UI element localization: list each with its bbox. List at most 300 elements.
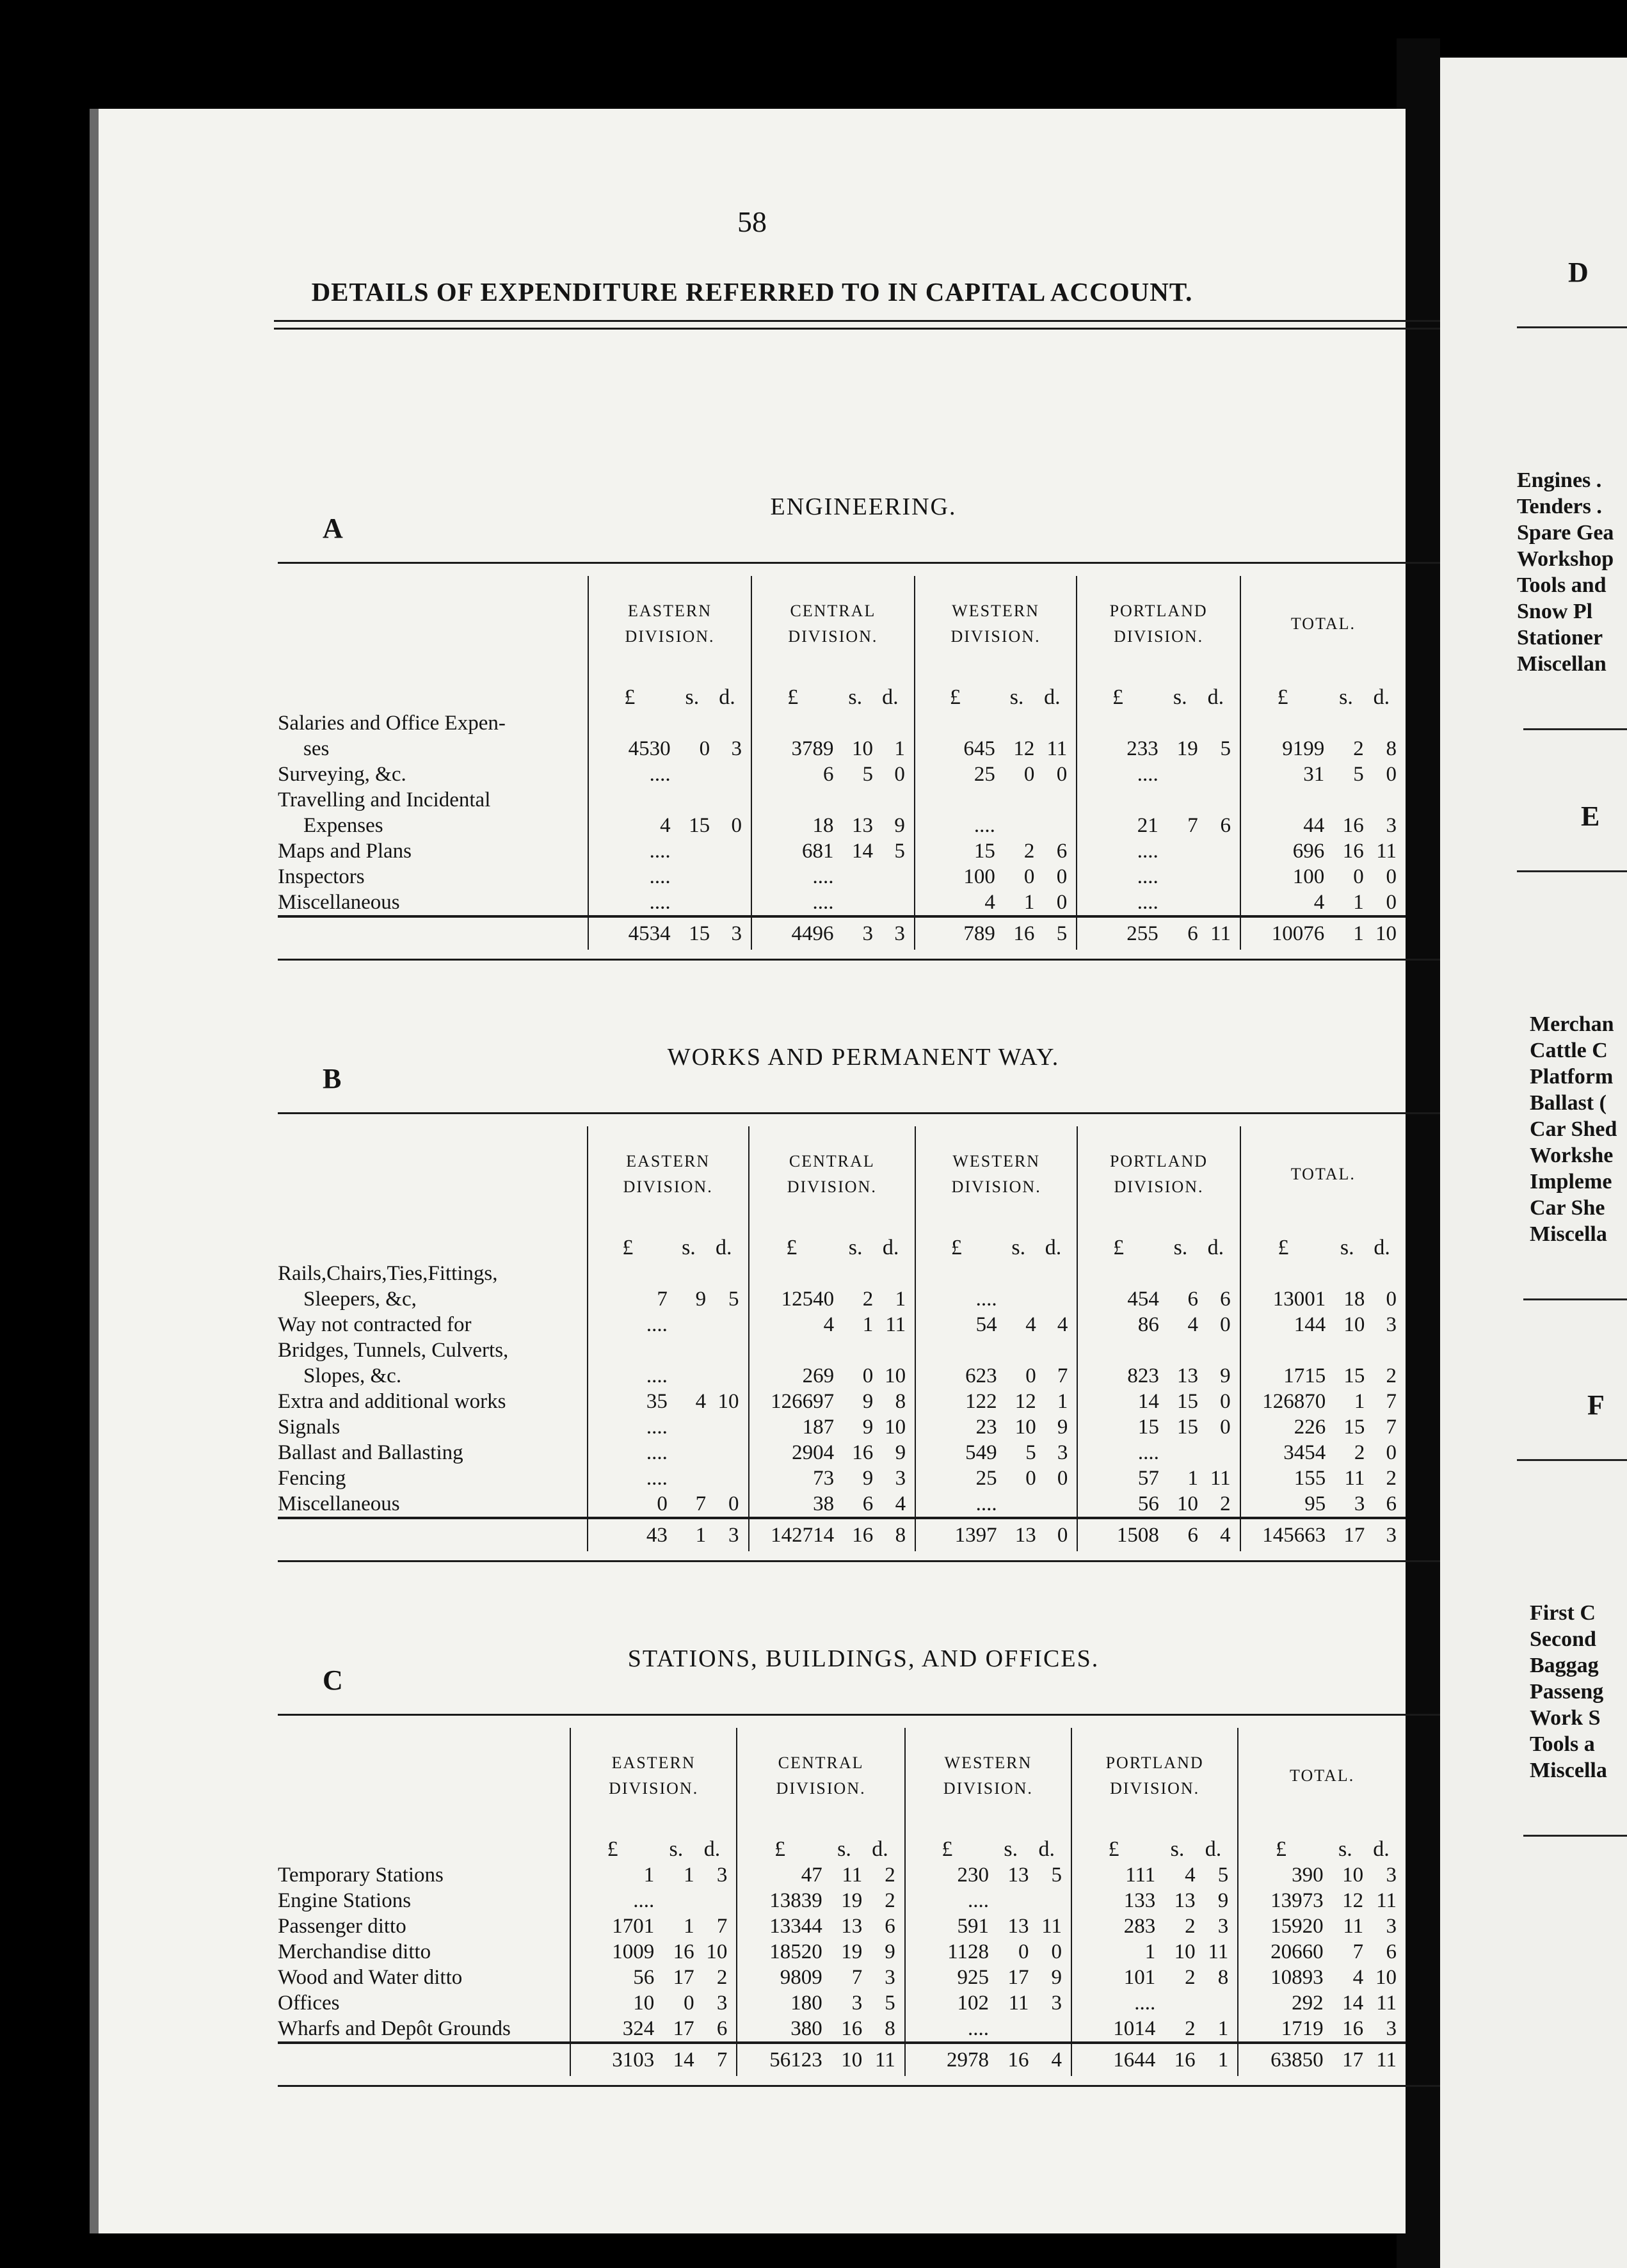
- amount-pence: 3: [1386, 2017, 1397, 2040]
- amount-shillings: 1: [1353, 891, 1364, 914]
- unit-pence: d.: [712, 672, 751, 710]
- adjacent-item: Tenders .: [1517, 495, 1602, 518]
- row-label: Ballast and Ballasting: [278, 1440, 588, 1465]
- amount-pounds: 390: [1292, 1864, 1324, 1887]
- total-pounds: 63850: [1238, 2043, 1327, 2076]
- amount-pounds: 13344: [769, 1915, 822, 1938]
- amount-pounds: [749, 1338, 838, 1363]
- unit-shillings: s.: [1173, 1236, 1188, 1259]
- amount-pounds: 9809: [780, 1966, 822, 1989]
- amount-shillings: 5: [1353, 763, 1364, 786]
- amount-pounds: 591: [957, 1915, 990, 1938]
- amount-shillings: 16: [852, 1441, 874, 1464]
- unit-pounds: £: [1275, 1837, 1286, 1861]
- table-row: [278, 1286, 1406, 1312]
- amount-pounds: 47: [801, 1864, 822, 1887]
- amount-pence: 6: [697, 2016, 737, 2043]
- amount-pounds: 15: [1137, 1416, 1159, 1439]
- amount-pounds: 380: [790, 2017, 822, 2040]
- amount-pounds: 18520: [769, 1940, 822, 1963]
- amount-pounds: 681: [802, 840, 834, 863]
- amount-pounds: 4: [1313, 891, 1325, 914]
- unit-pence: d.: [1039, 1222, 1078, 1261]
- ledger-page: [90, 109, 1406, 2233]
- amount-pence: [1039, 1491, 1078, 1518]
- table-row: [278, 736, 1406, 762]
- amount-pounds: ....: [1137, 840, 1158, 863]
- unit-pounds: £: [624, 685, 636, 709]
- amount-pence: [1037, 787, 1077, 813]
- amount-pounds: ....: [649, 763, 671, 786]
- amount-pence: 3: [1386, 1313, 1397, 1336]
- amount-pounds: 0: [657, 1492, 668, 1515]
- amount-pence: [876, 1338, 915, 1363]
- amount-pounds: 1715: [1283, 1364, 1326, 1387]
- amount-pence: 6: [1201, 1286, 1240, 1312]
- amount-pence: 7: [697, 1913, 737, 1939]
- amount-shillings: [1001, 1491, 1039, 1518]
- amount-shillings: 1: [684, 1864, 694, 1887]
- amount-pounds: 2904: [792, 1441, 835, 1464]
- amount-pounds: 4: [660, 814, 671, 837]
- amount-pence: [1201, 762, 1240, 787]
- amount-shillings: 7: [851, 1966, 863, 1989]
- amount-pounds: 25: [975, 1467, 997, 1490]
- amount-pence: 11: [876, 1312, 915, 1338]
- amount-pence: 11: [1376, 840, 1397, 863]
- unit-pence: d.: [1373, 685, 1390, 709]
- amount-pounds: [915, 1261, 1001, 1286]
- amount-pounds: [915, 1338, 1001, 1363]
- total-shillings: 16: [838, 1518, 876, 1551]
- amount-shillings: 7: [1187, 814, 1198, 837]
- amount-shillings: [838, 1261, 876, 1286]
- amount-pence: 0: [876, 762, 915, 787]
- amount-shillings: 0: [699, 737, 710, 760]
- total-pence: 0: [1039, 1518, 1078, 1551]
- amount-pounds: 4: [984, 891, 995, 914]
- amount-shillings: 4: [1185, 1864, 1196, 1887]
- amount-pounds: 1: [643, 1864, 655, 1887]
- total-shillings: 1: [1328, 916, 1366, 950]
- adjacent-item: Car Shed: [1530, 1117, 1617, 1141]
- amount-shillings: 15: [1343, 1364, 1365, 1387]
- amount-pence: 0: [709, 1491, 748, 1518]
- adjacent-item: Ballast (: [1530, 1091, 1607, 1115]
- amount-shillings: 16: [1342, 814, 1364, 837]
- unit-shillings: s.: [1011, 1236, 1026, 1259]
- unit-pounds: £: [786, 1236, 797, 1259]
- amount-pence: 5: [865, 1990, 905, 2016]
- amount-pence: 11: [1201, 1465, 1240, 1491]
- total-pence: 8: [876, 1518, 915, 1551]
- amount-pence: 0: [1039, 1465, 1078, 1491]
- amount-shillings: 11: [1008, 1992, 1029, 2015]
- amount-pounds: 126697: [771, 1390, 835, 1413]
- total-pence: 10: [1367, 916, 1406, 950]
- amount-pence: 2: [865, 1888, 905, 1913]
- total-pence: 3: [709, 1518, 748, 1551]
- amount-pence: [709, 1261, 748, 1286]
- amount-pounds: 233: [1126, 737, 1158, 760]
- column-header: EASTERN DIVISION.: [588, 576, 751, 672]
- amount-pounds: 1701: [612, 1915, 655, 1938]
- adjacent-item-list: [1530, 1011, 1617, 1247]
- amount-pounds: 44: [1303, 814, 1325, 837]
- amount-pence: 1: [876, 736, 915, 762]
- amount-pence: 0: [1201, 1389, 1240, 1414]
- amount-pence: 6: [865, 1913, 905, 1939]
- adjacent-item: Platform: [1530, 1065, 1614, 1089]
- amount-shillings: [838, 864, 876, 890]
- amount-pence: 6: [1201, 813, 1240, 838]
- amount-pence: 3: [1039, 1440, 1078, 1465]
- adjacent-item: Stationer: [1517, 626, 1603, 650]
- amount-pence: [876, 787, 915, 813]
- amount-pounds: [588, 710, 675, 736]
- amount-shillings: [675, 762, 712, 787]
- amount-pounds: ....: [649, 865, 671, 888]
- amount-pounds: 25: [974, 763, 995, 786]
- amount-pence: [697, 1888, 737, 1913]
- amount-pence: 0: [1386, 865, 1397, 888]
- amount-shillings: 10: [1343, 1313, 1365, 1336]
- amount-pence: 0: [1201, 1414, 1240, 1440]
- amount-shillings: [1163, 1261, 1201, 1286]
- amount-pence: 9: [876, 813, 915, 838]
- amount-shillings: [999, 710, 1038, 736]
- total-pence: 11: [865, 2043, 905, 2076]
- adjacent-item: Impleme: [1530, 1170, 1612, 1194]
- amount-pence: 3: [712, 736, 751, 762]
- amount-pounds: 645: [963, 737, 995, 760]
- totals-row: [278, 916, 1406, 950]
- amount-shillings: [1162, 864, 1201, 890]
- amount-pence: 2: [1386, 1364, 1397, 1387]
- amount-shillings: [1329, 1261, 1367, 1286]
- amount-pounds: 1014: [1113, 2017, 1156, 2040]
- amount-shillings: 16: [673, 1940, 694, 1963]
- adjacent-item: Car She: [1530, 1196, 1605, 1220]
- amount-pence: 6: [1037, 838, 1077, 864]
- amount-shillings: [671, 1261, 709, 1286]
- amount-pence: 7: [1386, 1416, 1397, 1439]
- amount-pence: [876, 1261, 915, 1286]
- row-label: ses: [278, 736, 588, 762]
- amount-pounds: 12540: [781, 1288, 835, 1311]
- table-row: [278, 710, 1406, 736]
- amount-shillings: [1328, 710, 1366, 736]
- amount-shillings: 9: [862, 1390, 874, 1413]
- unit-shillings: s.: [1339, 685, 1353, 709]
- amount-shillings: [675, 710, 712, 736]
- section-title: WORKS AND PERMANENT WAY.: [667, 1044, 1060, 1071]
- amount-pounds: [1240, 787, 1328, 813]
- page-title: DETAILS OF EXPENDITURE REFERRED TO IN CAPITAL ACCOUNT.: [311, 277, 1193, 307]
- table-row: [278, 890, 1406, 916]
- total-pounds: 43: [588, 1518, 671, 1551]
- amount-pence: [1201, 1261, 1240, 1286]
- adjacent-item: First C: [1530, 1601, 1596, 1625]
- amount-pence: 10: [876, 1414, 915, 1440]
- total-shillings: 1: [671, 1518, 709, 1551]
- expenditure-table: [278, 576, 1406, 950]
- amount-pounds: [1077, 787, 1162, 813]
- amount-shillings: 2: [1353, 737, 1364, 760]
- amount-pence: 0: [1386, 891, 1397, 914]
- unit-shillings: s.: [1340, 1236, 1354, 1259]
- amount-shillings: 5: [1025, 1441, 1036, 1464]
- amount-shillings: 2: [1185, 1915, 1196, 1938]
- table-row: [278, 1862, 1406, 1888]
- column-header: PORTLAND DIVISION.: [1077, 576, 1240, 672]
- adjacent-section-letter: D: [1568, 257, 1589, 288]
- amount-pounds: [751, 787, 838, 813]
- column-header: WESTERN DIVISION.: [915, 576, 1077, 672]
- amount-pounds: 15920: [1270, 1915, 1324, 1938]
- amount-pence: [1367, 1338, 1406, 1363]
- amount-pence: 7: [1386, 1390, 1397, 1413]
- amount-pence: 5: [709, 1286, 748, 1312]
- amount-pence: [712, 762, 751, 787]
- amount-pence: [1367, 710, 1406, 736]
- amount-shillings: 3: [851, 1992, 863, 2015]
- amount-pence: 0: [1386, 1288, 1397, 1311]
- amount-pounds: 180: [790, 1992, 822, 2015]
- amount-shillings: 18: [1343, 1288, 1365, 1311]
- amount-pounds: ....: [975, 1492, 997, 1515]
- amount-shillings: [838, 787, 876, 813]
- column-header: EASTERN DIVISION.: [570, 1728, 737, 1824]
- amount-shillings: 13: [851, 814, 873, 837]
- row-label: Miscellaneous: [278, 890, 588, 916]
- total-shillings: 3: [838, 916, 876, 950]
- table-row: [278, 1491, 1406, 1518]
- amount-pence: 9: [1201, 1363, 1240, 1389]
- amount-shillings: [1162, 787, 1201, 813]
- row-label: Rails,Chairs,Ties,Fittings,: [278, 1261, 588, 1286]
- amount-pounds: 126870: [1262, 1390, 1326, 1413]
- amount-pounds: 54: [975, 1313, 997, 1336]
- table-row: [278, 1913, 1406, 1939]
- amount-pounds: 38: [813, 1492, 835, 1515]
- amount-pence: [876, 890, 915, 916]
- amount-pounds: 230: [957, 1864, 990, 1887]
- amount-pence: [712, 864, 751, 890]
- amount-pounds: 623: [965, 1364, 997, 1387]
- amount-shillings: [999, 813, 1038, 838]
- amount-shillings: [671, 1414, 709, 1440]
- amount-pence: 9: [876, 1440, 915, 1465]
- amount-shillings: 12: [1342, 1889, 1364, 1912]
- amount-shillings: [1162, 838, 1201, 864]
- amount-shillings: 2: [862, 1288, 874, 1311]
- amount-pence: [712, 787, 751, 813]
- row-label: Salaries and Office Expen-: [278, 710, 588, 736]
- amount-pence: 4: [876, 1491, 915, 1518]
- table-row: [278, 813, 1406, 838]
- amount-pounds: 122: [965, 1390, 997, 1413]
- amount-pounds: [915, 787, 999, 813]
- row-label: Way not contracted for: [278, 1312, 588, 1338]
- amount-pence: 3: [697, 1862, 737, 1888]
- amount-shillings: 14: [1342, 1992, 1364, 2015]
- amount-pounds: ....: [975, 1288, 997, 1311]
- amount-pounds: 57: [1137, 1467, 1159, 1490]
- amount-pounds: ....: [646, 1441, 668, 1464]
- amount-pence: [1039, 1286, 1078, 1312]
- amount-pounds: [1077, 710, 1162, 736]
- adjacent-item: Miscella: [1530, 1222, 1607, 1246]
- amount-pounds: 56: [1137, 1492, 1159, 1515]
- amount-shillings: [1001, 1338, 1039, 1363]
- unit-pence: d.: [865, 1824, 905, 1862]
- amount-shillings: 6: [1187, 1288, 1198, 1311]
- total-pence: 7: [697, 2043, 737, 2076]
- amount-shillings: 7: [695, 1492, 707, 1515]
- row-label: Expenses: [278, 813, 588, 838]
- amount-pence: [1201, 710, 1240, 736]
- amount-pence: 3: [865, 1965, 905, 1990]
- amount-pence: [709, 1465, 748, 1491]
- column-header: CENTRAL DIVISION.: [751, 576, 915, 672]
- amount-pounds: 269: [802, 1364, 835, 1387]
- amount-shillings: 12: [1014, 1390, 1036, 1413]
- amount-pence: 10: [1375, 1966, 1397, 1989]
- amount-pence: [1201, 838, 1240, 864]
- amount-shillings: 4: [1352, 1966, 1364, 1989]
- amount-shillings: 15: [1176, 1416, 1198, 1439]
- total-shillings: 17: [1327, 2043, 1366, 2076]
- total-pence: 3: [876, 916, 915, 950]
- amount-pence: [709, 1363, 748, 1389]
- amount-pence: 3: [697, 1990, 737, 2016]
- amount-pence: 6: [1386, 1492, 1397, 1515]
- amount-shillings: [675, 864, 712, 890]
- unit-pence: d.: [1201, 672, 1240, 710]
- amount-pence: [1201, 864, 1240, 890]
- column-header: PORTLAND DIVISION.: [1077, 1126, 1240, 1222]
- total-pounds: 4534: [588, 916, 675, 950]
- amount-pence: 11: [1037, 736, 1077, 762]
- page-number: 58: [737, 205, 767, 238]
- amount-shillings: [1162, 890, 1201, 916]
- amount-shillings: [1159, 1990, 1198, 2016]
- total-pounds: 145663: [1240, 1518, 1330, 1551]
- amount-shillings: [671, 1440, 709, 1465]
- unit-pence: d.: [1374, 1236, 1390, 1259]
- amount-pence: [709, 1440, 748, 1465]
- adjacent-item: Tools a: [1530, 1732, 1595, 1756]
- amount-shillings: 0: [862, 1364, 874, 1387]
- amount-shillings: 12: [1013, 737, 1035, 760]
- column-header: CENTRAL DIVISION.: [737, 1728, 904, 1824]
- amount-shillings: 19: [841, 1889, 863, 1912]
- amount-pence: [1039, 1261, 1078, 1286]
- amount-pounds: ....: [646, 1467, 668, 1490]
- amount-pounds: 9199: [1282, 737, 1325, 760]
- amount-shillings: 17: [1007, 1966, 1029, 1989]
- adjacent-page: [1440, 58, 1627, 2268]
- amount-pence: 9: [1039, 1414, 1078, 1440]
- amount-pence: 2: [1201, 1491, 1240, 1518]
- amount-shillings: 15: [689, 814, 710, 837]
- unit-pounds: £: [1113, 1236, 1125, 1259]
- total-pounds: 3103: [570, 2043, 658, 2076]
- total-shillings: 10: [826, 2043, 865, 2076]
- amount-shillings: 0: [684, 1992, 694, 2015]
- amount-pounds: ....: [1137, 763, 1158, 786]
- adjacent-item: Workshe: [1530, 1144, 1614, 1167]
- amount-shillings: 15: [1343, 1416, 1365, 1439]
- total-pounds: 2978: [905, 2043, 993, 2076]
- adjacent-item: Miscella: [1530, 1759, 1607, 1782]
- column-header: EASTERN DIVISION.: [588, 1126, 749, 1222]
- amount-pence: 0: [1037, 890, 1077, 916]
- amount-pounds: 3789: [791, 737, 834, 760]
- amount-shillings: [1162, 710, 1201, 736]
- amount-pence: [1031, 1888, 1071, 1913]
- table-row: [278, 1888, 1406, 1913]
- row-label: Surveying, &c.: [278, 762, 588, 787]
- amount-shillings: 0: [1025, 1364, 1036, 1387]
- unit-shillings: s.: [669, 1837, 684, 1861]
- amount-pounds: 35: [646, 1390, 668, 1413]
- unit-pence: d.: [876, 672, 915, 710]
- adjacent-item-list: [1517, 467, 1614, 677]
- amount-shillings: 2: [1185, 1966, 1196, 1989]
- table-row: [278, 1261, 1406, 1286]
- amount-pence: 5: [876, 838, 915, 864]
- amount-pence: 11: [1376, 1992, 1397, 2015]
- unit-pounds: £: [1108, 1837, 1119, 1861]
- amount-shillings: 17: [673, 2017, 694, 2040]
- amount-pence: [709, 1414, 748, 1440]
- amount-pounds: 20660: [1270, 1940, 1324, 1963]
- row-label: Passenger ditto: [278, 1913, 570, 1939]
- amount-shillings: 6: [862, 1492, 874, 1515]
- amount-pounds: ....: [649, 891, 671, 914]
- unit-pence: d.: [697, 1824, 737, 1862]
- amount-pounds: 102: [957, 1992, 990, 2015]
- table-row: [278, 762, 1406, 787]
- amount-pounds: ....: [974, 814, 995, 837]
- total-pounds: 4496: [751, 916, 838, 950]
- unit-pence: d.: [1373, 1837, 1390, 1861]
- amount-pounds: [749, 1261, 838, 1286]
- amount-pounds: ....: [1137, 891, 1158, 914]
- row-label: Slopes, &c.: [278, 1363, 588, 1389]
- amount-pounds: [915, 710, 999, 736]
- amount-pence: 2: [697, 1965, 737, 1990]
- amount-pence: [1039, 1338, 1078, 1363]
- amount-pence: [1367, 787, 1406, 813]
- amount-shillings: 16: [1342, 840, 1364, 863]
- adjacent-item: Snow Pl: [1517, 600, 1593, 623]
- amount-pounds: [1077, 1261, 1163, 1286]
- amount-pounds: 133: [1123, 1889, 1156, 1912]
- adjacent-item: Second: [1530, 1627, 1596, 1651]
- amount-pence: [709, 1338, 748, 1363]
- adjacent-item: Spare Gea: [1517, 521, 1614, 545]
- amount-shillings: [675, 838, 712, 864]
- total-pence: 3: [1367, 1518, 1406, 1551]
- amount-pounds: 10893: [1270, 1966, 1324, 1989]
- section-letter: C: [323, 1665, 343, 1696]
- amount-pence: 11: [1376, 1889, 1397, 1912]
- amount-shillings: 1: [684, 1915, 694, 1938]
- unit-pounds: £: [949, 685, 961, 709]
